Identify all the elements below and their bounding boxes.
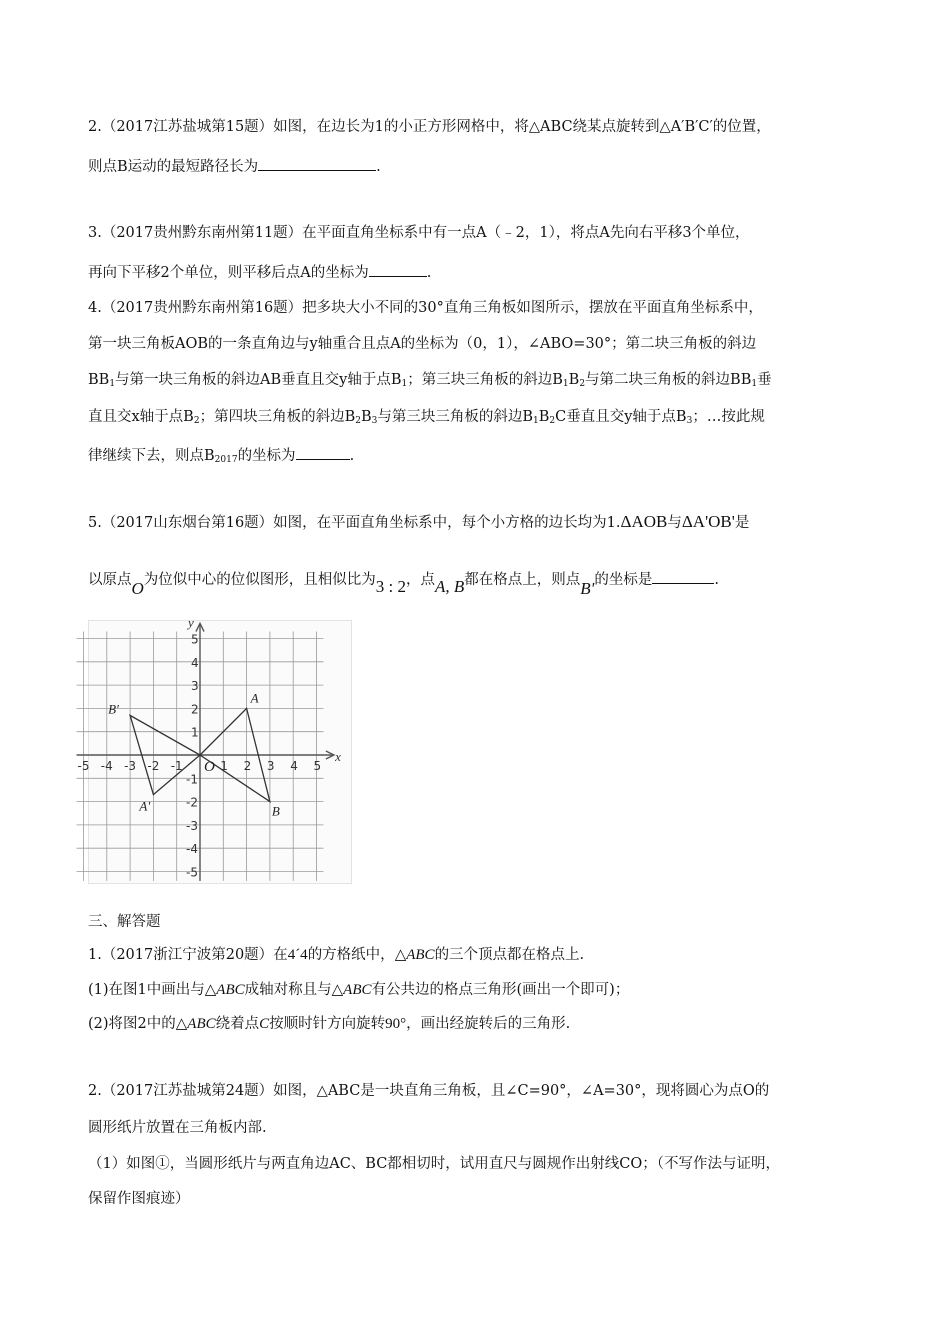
x-tick-label: 3	[266, 759, 275, 773]
x-tick-label: -1	[170, 759, 183, 773]
q4-text: 直且交x轴于点B	[88, 409, 194, 425]
q5-text: 以原点	[88, 572, 132, 588]
q2-end: .	[376, 159, 381, 175]
a1-line2	[88, 980, 629, 1000]
q4-text: ；第四块三角板的斜边B	[199, 409, 356, 425]
math-var: O	[131, 579, 144, 598]
math-triangle: ΔAOB	[620, 512, 668, 531]
y-tick-label: 2	[191, 702, 199, 717]
a1-text: (2)将图2中的	[88, 1016, 176, 1032]
q4-text: ；…按此规	[692, 409, 765, 425]
q5-text: 的坐标是	[594, 572, 653, 588]
a1-text: 的方格纸中，	[307, 947, 395, 963]
a1-text: 按顺时针方向旋转	[269, 1016, 386, 1032]
y-tick-label: -3	[186, 818, 198, 833]
q4-text: BB	[88, 372, 110, 388]
a2-line3: （1）如图①，当圆形纸片与两直角边AC、BC都相切时，试用直尺与圆规作出射线CO；（不写作法与证明，	[88, 1156, 781, 1172]
math-triangle: △ABC	[394, 947, 435, 963]
point-label: O	[204, 759, 215, 775]
answer-blank	[652, 569, 714, 584]
a1-text: 有公共边的格点三角形(画出一个即可)；	[371, 982, 630, 998]
a2-line4: 保留作图痕迹）	[88, 1191, 190, 1207]
y-tick-label: 4	[191, 655, 199, 670]
y-tick-label: -2	[186, 795, 198, 810]
subscript: 3	[371, 416, 378, 426]
y-axis-label: y	[188, 614, 194, 630]
a1-text: ，画出经旋转后的三角形.	[406, 1016, 571, 1032]
y-tick-label: -5	[186, 865, 198, 880]
math-var: A, B	[435, 577, 465, 596]
a1-text: 的三个顶点都在格点上.	[434, 947, 585, 963]
a1-text: (1)在图1中画出与	[88, 982, 205, 998]
point-label: A	[250, 690, 259, 706]
math-var: B'	[580, 579, 595, 598]
q4-end: .	[349, 448, 355, 464]
q2-text: 则点B运动的最短路径长为	[88, 159, 259, 175]
q4-line1: 4.（2017贵州黔东南州第16题）把多块大小不同的30°直角三角板如图所示，摆放在平面直角坐标系中，	[88, 300, 763, 316]
answer-blank	[296, 445, 350, 460]
answer-blank	[369, 262, 427, 277]
q3-end: .	[426, 265, 432, 281]
a1-text: 成轴对称且与	[244, 982, 332, 998]
y-tick-label: 3	[191, 679, 199, 694]
q5-text: 都在格点上，则点	[464, 572, 581, 588]
math-triangle: △ABC	[204, 982, 245, 998]
x-tick-label: -4	[100, 759, 113, 773]
a2-line2: 圆形纸片放置在三角板内部.	[88, 1120, 267, 1136]
y-tick-label: 1	[191, 725, 199, 740]
x-tick-label: 2	[243, 759, 252, 773]
subscript: 2017	[214, 455, 238, 465]
q2-line2	[88, 156, 381, 177]
q4-text: B	[360, 409, 372, 425]
a1-line3	[88, 1014, 570, 1034]
subscript: 3	[686, 416, 693, 426]
a1-text: 1.（2017浙江宁波第20题）在	[88, 947, 288, 963]
q5-text: ，点	[406, 572, 436, 588]
coordinate-figure	[77, 614, 352, 884]
answer-blank	[258, 156, 376, 171]
q4-text: 与第三块三角板的斜边B	[377, 409, 534, 425]
point-label: B'	[108, 701, 119, 717]
q4-text: B	[538, 409, 550, 425]
q3-line1: 3.（2017贵州黔东南州第11题）在平面直角坐标系中有一点A（﹣2，1），将点A先向右平移3个单位，	[88, 225, 750, 241]
subscript: 1	[401, 379, 408, 389]
x-tick-label: -2	[147, 759, 160, 773]
q5-text: 5.（2017山东烟台第16题）如图，在平面直角坐标系中，每个小方格的边长均为1.	[88, 515, 621, 531]
math-triangle: △ABC	[175, 1016, 216, 1032]
point-label: B	[271, 803, 280, 819]
subscript: 2	[549, 416, 556, 426]
q2-line1: 2.（2017江苏盐城第15题）如图，在边长为1的小正方形网格中，将△ABC绕某点旋转到△A′B′C′的位置，	[88, 119, 771, 135]
math-triangle: ΔA'OB'	[681, 512, 735, 531]
x-tick-label: -5	[77, 759, 90, 773]
section-title: 三、解答题	[88, 914, 161, 930]
x-axis-label: x	[335, 749, 341, 764]
math-ratio: 3 : 2	[375, 577, 407, 596]
a1-text: 绕着点	[215, 1016, 260, 1032]
x-tick-label: -3	[124, 759, 137, 773]
q4-line5	[88, 445, 354, 470]
x-tick-label: 5	[313, 759, 322, 773]
q5-end: .	[714, 572, 719, 588]
a2-line1: 2.（2017江苏盐城第24题）如图，△ABC是一块直角三角板，且∠C=90°，∠A=30°，现将圆心为点O的	[88, 1083, 770, 1099]
y-tick-label: 5	[191, 632, 199, 647]
q4-text: 与第二块三角板的斜边BB	[585, 372, 752, 388]
q4-text: 的坐标为	[237, 448, 296, 464]
q3-text: 再向下平移2个单位，则平移后点A的坐标为	[88, 265, 369, 281]
subscript: 2	[355, 416, 361, 426]
subscript: 1	[562, 379, 569, 389]
q5-text: 为位似中心的位似图形，且相似比为	[143, 572, 376, 588]
q5-line2	[88, 564, 719, 598]
math-grid: 4´4	[287, 947, 308, 963]
y-tick-label: -1	[186, 772, 198, 787]
q4-text: 垂	[757, 372, 772, 388]
q5-text: 是	[734, 515, 750, 531]
point-label: A'	[139, 798, 151, 814]
subscript: 1	[751, 379, 758, 389]
a1-line1	[88, 945, 584, 965]
x-tick-label: 4	[290, 759, 298, 773]
math-var: C	[259, 1016, 270, 1032]
subscript: 1	[533, 416, 539, 426]
y-tick-label: -4	[186, 842, 198, 857]
math-angle: 90°	[385, 1016, 407, 1032]
subscript: 2	[579, 379, 586, 389]
q4-text: 律继续下去，则点B	[88, 448, 215, 464]
q5-text: 与	[667, 515, 682, 531]
q4-text: ；第三块三角板的斜边B	[407, 372, 563, 388]
q4-text: B	[568, 372, 580, 388]
subscript: 1	[109, 379, 116, 389]
subscript: 2	[193, 416, 200, 426]
math-triangle: △ABC	[331, 982, 372, 998]
q3-line2	[88, 262, 431, 283]
q5-line1	[88, 512, 749, 533]
x-tick-label: 1	[220, 759, 228, 773]
figure-background	[89, 621, 352, 884]
q4-text: 与第一块三角板的斜边AB垂直且交y轴于点B	[115, 372, 402, 388]
coordinate-grid	[77, 614, 352, 884]
q4-text: C垂直且交y轴于点B	[555, 409, 687, 425]
q4-line2: 第一块三角板AOB的一条直角边与y轴重合且点A的坐标为（0，1），∠ABO=30°；第二块三角板的斜边	[88, 336, 757, 352]
q4-line3	[88, 370, 772, 394]
q4-line4	[88, 407, 765, 431]
